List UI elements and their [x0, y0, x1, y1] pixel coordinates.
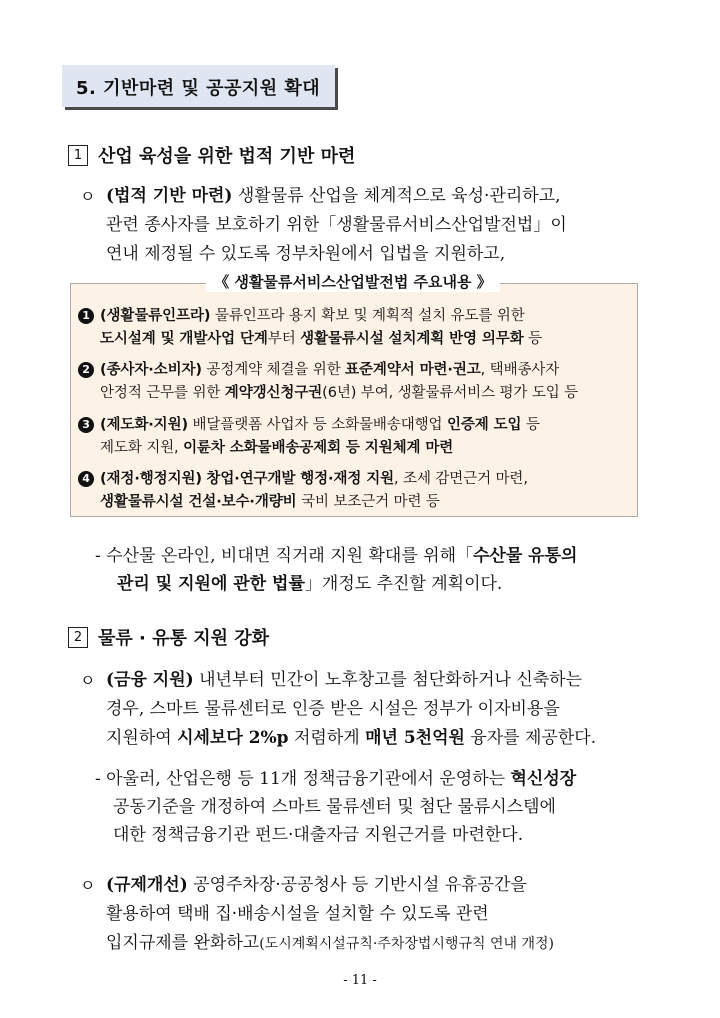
text: 표준계약서 마련·권고	[345, 362, 481, 378]
paragraph-line	[106, 723, 596, 748]
paragraph-line	[117, 569, 502, 594]
text: (도시계획시설규칙·주차장법시행규칙 연내 개정)	[259, 936, 554, 952]
text: 인증제 도입	[446, 417, 522, 433]
text: 」개정도 추진할 계획이다.	[304, 574, 503, 594]
text: , 택배종사자	[480, 362, 560, 378]
text: , 조세 감면근거 마련,	[394, 471, 528, 487]
bullet-mark: ㅇ	[80, 876, 96, 895]
paragraph-line	[95, 541, 577, 566]
text: 등	[523, 331, 543, 347]
text: 매년 5천억원	[365, 728, 465, 748]
box-item-2-line-1	[78, 358, 559, 379]
number-badge: 2	[78, 362, 94, 378]
subheading-1	[68, 142, 355, 168]
text: 저렴하게	[288, 728, 366, 748]
item-lead: (종사자·소비자)	[100, 362, 202, 378]
text: 부터	[267, 331, 301, 347]
box-item-2-line-2	[100, 381, 578, 402]
box-item-1-line-2	[100, 327, 542, 348]
text: 시세보다 2%p	[177, 728, 289, 748]
text: 입지규제를 완화하고	[106, 933, 260, 953]
text: 관리 및 지원에 관한 법률	[117, 574, 305, 594]
text: 국비 보조근거 마련 등	[296, 494, 440, 510]
item-lead: (제도화·지원)	[100, 417, 188, 433]
text: 혁신성장	[510, 769, 577, 789]
text: 생활물류시설 건설·보수·개량비	[100, 494, 297, 510]
number-badge: 1	[78, 308, 94, 324]
box-item-3-line-2	[100, 436, 453, 457]
text: 등	[521, 417, 540, 433]
paragraph-line	[95, 764, 576, 789]
bullet-mark: ㅇ	[80, 671, 96, 690]
subheading-title: 물류 · 유통 지원 강화	[98, 628, 270, 649]
page-number: - 11 -	[343, 973, 377, 988]
text: 생활물류시설 설치계획 반영 의무화	[300, 331, 524, 347]
paragraph-line: 연내 제정될 수 있도록 정부차원에서 입법을 지원하고,	[106, 244, 506, 264]
text: 내년부터 민간이 노후창고를 첨단화하거나 신축하는	[193, 670, 583, 690]
text: 공정계약 체결을 위한	[201, 362, 346, 378]
paragraph-line	[106, 181, 561, 206]
text: - 아울러, 산업은행 등 11개 정책금융기관에서 운영하는	[95, 769, 511, 789]
subheading-title: 산업 육성을 위한 법적 기반 마련	[98, 146, 356, 167]
number-badge: 3	[78, 417, 94, 433]
text: 안정적 근무를 위한	[100, 385, 225, 401]
text: 지원하여	[106, 728, 178, 748]
box-item-3-line-1	[78, 413, 540, 434]
text: 이륜차 소화물배송공제회 등 지원체계 마련	[183, 440, 454, 456]
summary-box-title: 《 생활물류서비스산업발전법 주요내용 》	[206, 271, 500, 292]
paragraph-line	[106, 928, 554, 953]
box-item-1-line-1	[78, 304, 525, 325]
paragraph-line: 경우, 스마트 물류센터로 인증 받은 시설은 정부가 이자비용을	[106, 699, 560, 719]
text: 공영주차장·공공청사 등 기반시설 유휴공간을	[187, 875, 527, 895]
text: 배달플랫폼 사업자 등 소화물배송대행업	[188, 417, 447, 433]
text: - 수산물 온라인, 비대면 직거래 지원 확대를 위해「	[95, 546, 473, 566]
text: 물류인프라 용지 확보 및 계획적 설치 유도를 위한	[210, 308, 525, 324]
text: 수산물 유통의	[473, 546, 578, 566]
section-header	[62, 65, 335, 107]
paragraph-line	[106, 665, 582, 690]
paragraph-line: 공동기준을 개정하여 스마트 물류센터 및 첨단 물류시스템에	[113, 797, 556, 817]
paragraph-line: 활용하여 택배 집·배송시설을 설치할 수 있도록 관련	[106, 904, 489, 924]
subheading-number: 1	[68, 145, 88, 166]
bullet-mark: ㅇ	[80, 187, 96, 206]
paragraph-line: 관련 종사자를 보호하기 위한「생활물류서비스산업발전법」이	[106, 215, 567, 235]
subheading-number: 2	[68, 627, 88, 648]
text: 창업·연구개발 행정·재정 지원	[206, 471, 395, 487]
number-badge: 4	[78, 471, 94, 487]
text: 융자를 제공한다.	[464, 728, 597, 748]
text: 생활물류 산업을 체계적으로 육성·관리하고,	[232, 186, 561, 206]
item-lead: (재정·행정지원)	[100, 471, 202, 487]
summary-box-header	[70, 271, 636, 292]
box-item-4-line-2	[100, 490, 440, 511]
text: (6년) 부여, 생활물류서비스 평가 도입 등	[322, 385, 579, 401]
paragraph-lead: (규제개선)	[106, 875, 188, 895]
paragraph-lead: (금융 지원)	[106, 670, 194, 690]
text: 도시설계 및 개발사업 단계	[100, 331, 268, 347]
text: 계약갱신청구권	[224, 385, 323, 401]
box-item-4-line-1	[78, 467, 528, 488]
subheading-2	[68, 624, 269, 650]
paragraph-lead: (법적 기반 마련)	[106, 186, 233, 206]
paragraph-line: 대한 정책금융기관 펀드·대출자금 지원근거를 마련한다.	[113, 825, 524, 845]
section-title: 5. 기반마련 및 공공지원 확대	[76, 78, 321, 99]
item-lead: (생활물류인프라)	[100, 308, 211, 324]
paragraph-line	[106, 870, 527, 895]
text: 제도화 지원,	[100, 440, 184, 456]
